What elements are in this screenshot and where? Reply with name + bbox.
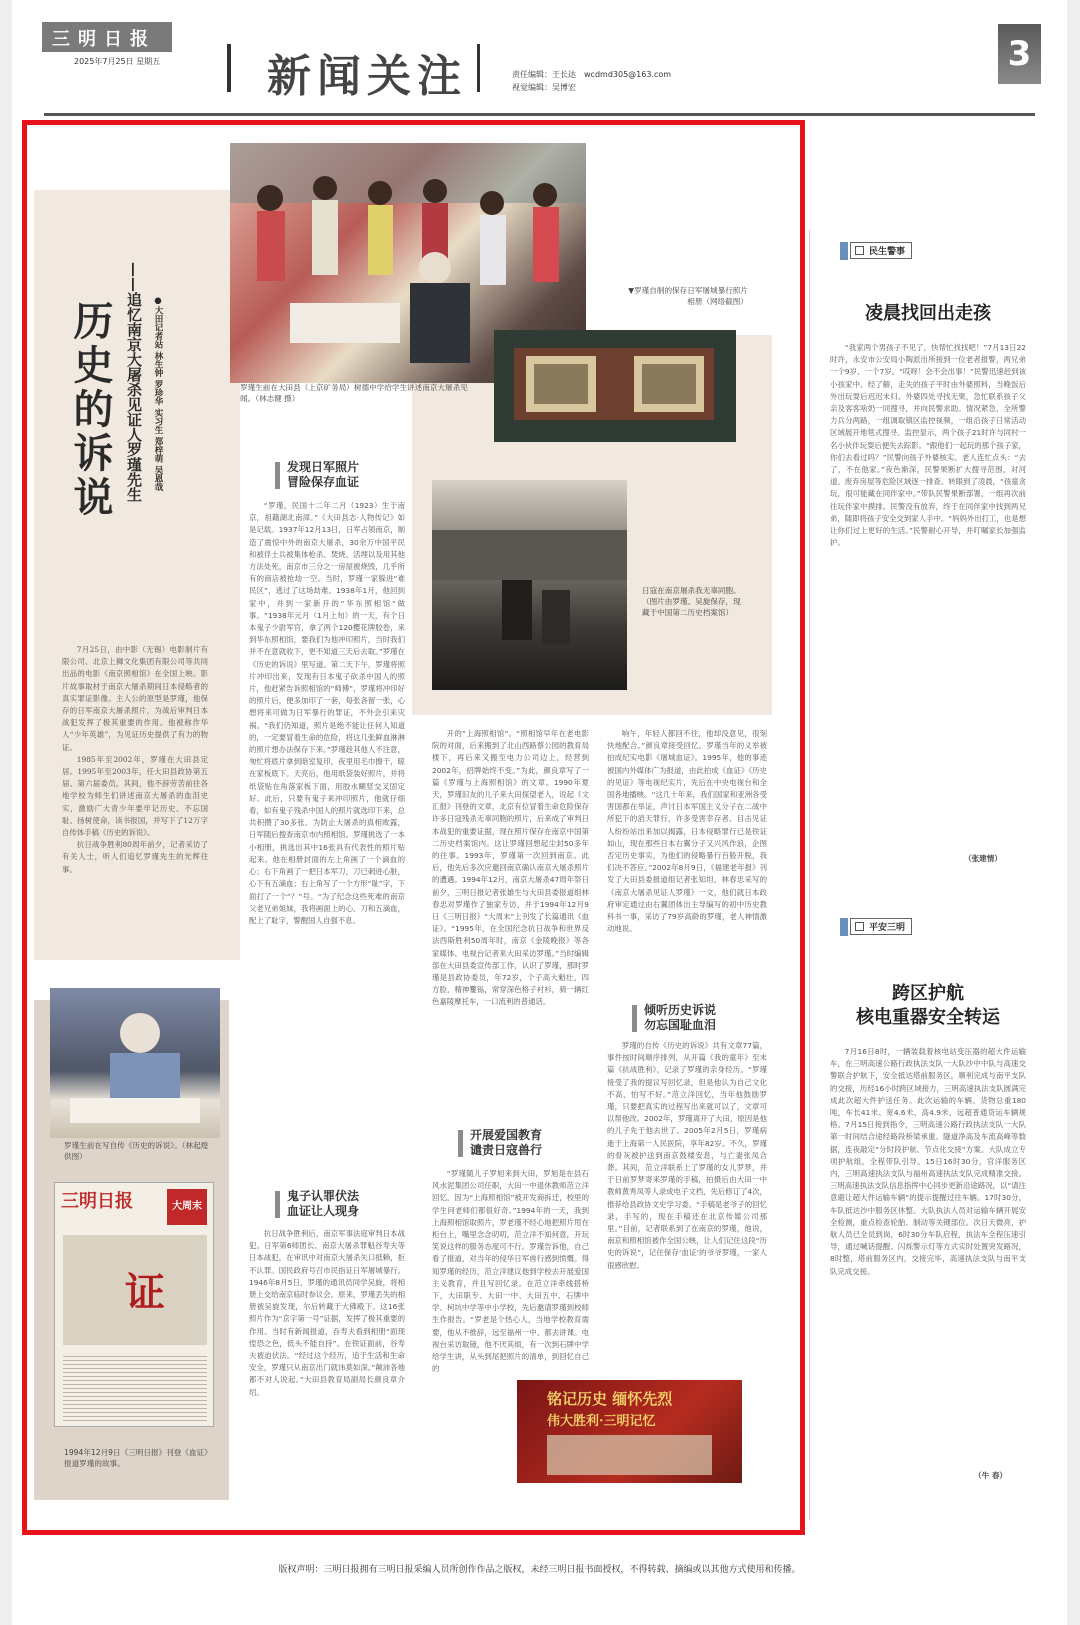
issue-date: 2025年7月25日 星期五 — [74, 57, 161, 66]
chief-editor: 责任编辑：王长达 — [512, 70, 576, 79]
old-paper-name: 三明日报 — [61, 1191, 133, 1212]
header-rule — [44, 113, 1035, 116]
old-paper-section: 大周末 — [167, 1189, 207, 1225]
photo4-caption: 罗瑾生前在写自传《历史的诉说》。（林起煌 供图） — [64, 1141, 209, 1161]
col1-text: “罗瑾，民国十二年二月（1923）生于南京，祖籍湖北南漳。”《大田县志·人物传记》如是记载。1937年12月13日，日军占领南京，制造了震惊中外的南京大屠杀，30余万中国平民和被俘士兵被集体枪杀、焚烧、活埋以及用其他方法处死，南京市三分之一房屋被烧毁，几乎所有的商店被抢劫一空。当时，罗瑾一家躲进“难民区”，逃过了这场劫难。1938年1月，他回到家中，并到一家新开的“华东照相馆”做事。“1938年元月（1月上旬）的一天，有个日本鬼子少尉军官，拿了两个120樱花牌胶卷，来到华东照相馆，要我们为他冲印照片，当时我们并不在意就收下，更不知道三天后去取。”罗瑾在《历史的诉说》里写道。第二天下午，罗瑾将照片冲印出来，发现有日本鬼子砍杀中国人的照片，他赶紧告诉照相馆的“师傅”，罗瑾将冲印好的照片后，便多加印了一套，每张各留一张，心想将来可做为日军暴行的罪证，不外会引来灾祸。“我们仍知道，照片是绝不能让任何人知道的，一定要冒着生命的危险，将这几张鲜血淋淋的照片想办法保存下来。”罗瑾趁其他人不注意，匆忙将底片拿到暗室复印，夜里用毛巾擦干，晾在家板底下。天亮后，他用纸袋装好照片，并将纸袋贴在角落家板下面，用胶水糊竖交叉固定好。此后，只要有鬼子来冲印照片，他就仔细看，如有鬼子残杀中国人的照片就选印下来，总共积攒了30多张。为防止大屠杀的真相败露，日军随后搜查南京市内照相馆。罗瑾挑选了一本小相册，挑选出其中16张具有代表性的照片贴起来。他在相册封面的左上角画了一个滴血的心；右下角画了一把日本军刀，刀已刺进心脏，心下有五滴血；右上角写了一个方形“耻”字，下面打了一个“？”号。“为了纪念这些死难的南京父老兄弟姐妹，我将画面上的心、刀和五滴血，配上了耻字，警醒国人自强不息。 — [249, 501, 405, 925]
intro-p3: 抗日战争胜利80周年前夕，记者采访了有关人士，听人们追忆罗瑾先生的光辉往事。 — [62, 840, 208, 874]
photo2-caption: ▼罗瑾自制的保存日军屠城暴行照片相册（网络截图） — [628, 286, 748, 306]
banner-line1: 铭记历史 缅怀先烈 — [547, 1390, 673, 1408]
photo3-caption: 日寇在南京屠杀我无辜同胞。（图片由罗瑾、吴旋保存，现藏于中国第二历史档案馆） — [642, 586, 741, 617]
divider — [477, 44, 480, 92]
sidebar-head1-mark — [840, 242, 848, 260]
highlight-frame — [22, 120, 805, 1535]
subhead-4-line1: 倾听历史诉说 — [644, 1003, 717, 1017]
banner-line2: 伟大胜利·三明记忆 — [547, 1414, 656, 1429]
col2b-text: “罗瑾随儿子罗旭来到大田，罗旭是在县石风水泥集团公司任职，大田一中退休教师范立洋回忆，因为“上海照相馆”被开发商拆迁，校里的学生问老师们都很好奇。”1994年的一天，我到上海照相馆取照片，罗老瑾不经心地把照片甩在柜台上，嘴里念念叨叨。范立洋不知何意，开玩笑说这样的服务态度可不行。罗瑾告诉他，自己看了报道，对当年的侵华日军兽行感到愤慨。得知罗瑾的经历，范立洋建议他到学校去开展爱国主义教育，并且写回忆录。在范立洋牵线搭桥下，大田职专、大田一中、大田五中、石牌中学、柯坑中学等中小学校，先后邀请罗瑾到校师生作报告。“罗老是个热心人，当地学校教育需要，他从不推辞，远至福州一中、都去讲课。电视台采访取镜，他不厌其烦，有一次到石牌中学给学生讲，从头到尾把照片的清单，到回忆自己的 — [432, 1169, 589, 1374]
visual-editor: 视觉编辑：吴博宏 — [512, 83, 576, 92]
col1b-text: 抗日战争胜利后，南京军事法庭审判日本战犯。日军第6师团长、南京大屠杀罪魁谷寿夫等日本战犯，在审讯中对南京大屠杀矢口抵赖，拒不认罪。国民政府号召市民指证日军屠城暴行。1946年8月5日，罗瑾的通讯员同学吴旋，将相册上交给南京临时参议会。原来，罗瑾丢失的相册被吴旋发现，尔后转藏于大佛殿下。这16张照片作为“京字第一号”证据，发挥了极其重要的作用。当时有新闻报道，吞寿夫看到相册“面现惶恐之色，低头不能自持”。在铁证面前，谷寿夫被迫伏法。“经过这个经历，追于生活和生命安全，罗瑾只从南京出门就讳莫如深。”颠沛各地都不对人说起。”大田县教育局副局长颜良章介绍。 — [249, 1229, 405, 1397]
sidebar-author-2: （牛 春） — [974, 1471, 1008, 1480]
sidebar-title-1: 凌晨找回出走孩 — [865, 303, 991, 324]
divider — [227, 44, 231, 92]
masthead-logo: 三明日报 — [42, 22, 172, 52]
subhead-1-line1: 发现日军照片 — [287, 460, 360, 474]
col2-text: 开的“上海照相馆”。“照相馆早年在老电影院的对面，后来搬到了北山西路蔡公园的教育局楼下，再后来又搬至电力公司边上，经营到2002年，招牌始终不变。”为此，颜良章写了一篇《罗瑾与上海照相馆》的文章。1990年夏天，罗瑾旧友的儿子来大田探望老人，说起《文汇报》刊登的文章，北京有位冒着生命危险保存许多日寇残杀无辜同胞的照片，后来成了审判日本战犯的重要证据，现在照片保存在南京中国第二历史档案馆内。这让罗瑾回想起尘封50多年的往事。1993年，罗瑾第一次回到南京。此后，他先后多次应邀回南京确认南京大屠杀照片的遭遇。1994年12月，南京大屠杀47周年祭日前夕，三明日报记者张雄生与大田县委报道组林春忠对罗瑾作了独家专访，并于1994年12月9日《三明日报》“大周末”上刊发了长篇通讯《血证》。“1995年，在全国纪念抗日战争和世界反法西斯胜利50周年时，南京《金陵晚报》等各家媒体、电视台记者来大田采访罗瑾。”当时编辑部在大田县委宣传部工作，认识了罗瑾，那时罗瑾是县政协委员，年72岁，个子高大魁壮，四方脸，精神矍铄，常穿深色格子衬衫，骑一辆红色嘉陵摩托车，一口流利的普通话。 — [432, 729, 589, 1007]
col3-text: 响午，年轻人都回不住，他却没意见，很刻快地配合。”颜良章接受回忆。罗瑾当年的义举被拍成纪实电影《屠城血证》。1995年，他的事迹被国内外媒体广为报道，由此拍成《血证》《历史的见证》等电视纪实片，先后在中央电视台和全国各地播映。“这几十年来，我们国家和亚洲各受害国都在举证，声讨日本军国主义分子在二战中所犯下的滔天罪行，许多受害幸存者、目击见证人纷纷站出来加以揭露，日本侵略罪行已是铁证如山，现在那些日本右翼分子又兴风作浪，企图否定历史事实，为他们的侵略暴行百般开脱，我们决不答应。”2002年8月9日，《福建老年报》刊发了大田县委报道组记者张知坦、林春忠采写的《南京大屠杀见证人罗瑾》一文，他们就日本政府审定通过由右翼团体出主导编写的初中历史教科书一事，采访了79岁高龄的罗瑾，老人神情激动地说。 — [607, 729, 767, 934]
sidebar-title-2: 跨区护航 核电重器安全转运 — [856, 983, 1000, 1028]
byline: ●大田记者站 林生钟 罗珍华 实习生 郑梓萌 吴恩哉 — [153, 296, 163, 491]
section-title: 新闻关注 — [267, 51, 467, 102]
subhead-4-line2: 勿忘国耻血泪 — [644, 1018, 717, 1032]
sidebar-story-2 — [830, 1046, 1026, 1466]
intro-p1: 7月25日，由中影（无锡）电影制片有限公司、北京上狮文化集团有限公司等共同出品的电影《南京照相馆》在全国上映。影片故事取材于南京大屠杀期间日本侵略者的真实罪证影像。主人公的原型是罗瑾，他保存的日军南京大屠杀照片，为战后审判日本战犯发挥了极其重要的作用。他被称作华人“少年英雄”，为见证历史提供了有力的物证。 — [62, 645, 208, 752]
subhead-2-line1: 鬼子认罪伏法 — [287, 1189, 360, 1203]
sidebar-text-2: 7月16日8时，一辆装载着核电站变压器的超大件运输车，在三明高速公路行政执法支队一大队沙中中队与高速交警联合护航下，安全抵达塔前服务区，顺利完成与南平支队的交接，历经16小时跨区域接力，三明高速执法支队圆满完成此次超大件护送任务。此次运输的车辆、货物总重180吨，车长41米、宽4.6米、高4.9米，远超普通货运车辆规格。7月15日接到指令，三明高速公路行政执法支队一大队第一时间结合途经路段桥梁承重、隧道净高及车流高峰等数据，连夜敲定“分时段护航、节点化交接”方案。大队成立专项护航组，全程带队引导。15日16时30分，官洋服务区内，三明高速执法支队与福州高速执法支队完成精准交接。三明高速执法支队信息指挥中心同步更新沿途路况，以“请注意避让超大件运输车辆”的提示提醒过往车辆。17时30分，车队抵达沙中服务区休整。大队执法人员对运输车辆开展安全检测，重点检查轮胎、制动等关键部位。次日天微亮，护航人员已全员到岗，6时30分车队启程，执法车全程压速引导，通过喊话提醒、闪烁警示灯等方式实时处置突发路况，8时整，塔前服务区内，交接完毕，高速执法支队与南平支队完成交接。 — [830, 1047, 1026, 1276]
old-paper-headline: 证 — [125, 1269, 165, 1316]
feature-subtitle: ——追忆南京大屠杀见证人罗瑾先生 — [125, 262, 143, 502]
feature-title: 历史的诉说 — [67, 300, 114, 520]
copyright-footer: 版权声明：三明日报拥有三明日报采编人员所创作作品之版权，未经三明日报书面授权，不得转载、摘编或以其他方式使用和传播。 — [278, 1565, 801, 1575]
sidebar-head-1: 民生警事 — [850, 242, 912, 259]
editor-info — [512, 68, 679, 94]
subhead-1-line2: 冒险保存血证 — [287, 475, 360, 489]
sidebar-divider — [809, 230, 810, 1520]
newspaper-page — [12, 0, 1067, 1625]
sidebar-head2-mark — [840, 918, 848, 936]
sidebar-author-1: （张建情） — [964, 854, 1002, 863]
sidebar-text-1: “我家两个男孩子不见了，快帮忙找找吧！”7月13日22时许，永安市公安局小陶派出所接到一位老者报警，两兄弟一个9岁、一个7岁。“哎呀！会不会出事！”民警迅速赶到该小孩家中。经了解，走失的孩子平时由外婆照料，当晚饭后外出玩耍后迟迟未归。外婆四处寻找无果，急忙联系孩子父亲及客客啥奶一同搜寻，并向民警求助。情况紧急，全所警力兵分两路，一组调取镇区监控视频，一组沿孩子日常活动区域展开地毯式搜寻。监控显示，两个孩子21时许与同村一名小伙伴玩耍后便失去踪影。“跟他们一起玩的那个孩子家，你们去看过吗？”民警向孩子外婆核实。老人连忙点头：“去了，不在他家。”夜色渐深，民警果断扩大搜寻范围，对河道、废弃房屋等危险区域逐一排查。转眼到了凌晨，“孩童贪玩，很可能藏在同伴家中。”带队民警果断部署，一组再次前往玩伴家中摸排。民警没有放弃，终于在同伴家中找到两兄弟，随即将孩子安全交到家人手中。“妈妈外出打工，也是想让你们过上更好的生活。”民警耐心开导，并叮嘱家长加强监护。 — [830, 343, 1026, 548]
subhead-3-line1: 开展爱国教育 — [470, 1128, 543, 1142]
subhead-3-line2: 谴责日寇兽行 — [470, 1143, 543, 1157]
page-number: 3 — [998, 24, 1041, 84]
sidebar-head-2: 平安三明 — [850, 918, 912, 935]
col3b-text: 罗瑾的自传《历史的诉说》共有文章77篇，事件按时间顺序排列，从开篇《我的童年》至末篇《抗战胜利》，记录了罗瑾的亲身经历。“罗瑾接受了我的提议写回忆录，但是他认为自己文化不高，怕写不好。”范立洋回忆，当年他鼓励罗瑾，只要把真实的过程写出来就可以了，文章可以帮他改。2002年，罗瑾离开了大田，原因是他的儿子先于他去世了。2005年2月5日，罗瑾病逝于上海第一人民医院，享年82岁。不久，罗瑾的骨灰被护送到南京鼓楼安息，与亡妻张凤合葬。其间，范立洋联系上了罗瑾的女儿罗梦，并于日前罗梦寄来罗瑾的手稿，拍摄后由大田一中教师黄秀凤等人录成电子文档，先后修订了4次，推荐给县政协文史学习委。“手稿是老爷子的回忆录，手写的，现在手稿还在北京传媒公司那里。”目前，记者联系到了在南京的罗瑾，他说，南京和照相馆被作全国公映，让人们记住这段“历史的诉说”，记住保存‘血证’的爷爷罗瑾，一家人很感欣慰。 — [607, 1041, 767, 1270]
sidebar-story-1 — [830, 342, 1026, 854]
photo5-caption: 1994年12月9日《三明日报》刊登《血证》报道罗瑾的故事。 — [64, 1448, 212, 1468]
intro-p2: 1985年至2002年，罗瑾在大田县定居。1995年至2003年，任大田县政协第五届、第六届委员。其间，他不辞劳苦前往各地学校为师生们讲述南京大屠杀的血泪史实，激励广大青少年要牢记历史、不忘国耻、扬树使命，读书报国，并写下了12万字自传体手稿《历史的诉说》。 — [62, 754, 208, 838]
photo1-caption: 罗瑾生前在大田县（上京矿务局）树德中学给学生讲述南京大屠杀见闻。（林志健 摄） — [240, 383, 468, 403]
editor-email: wcdmd305@163.com — [584, 70, 672, 79]
subhead-2-line2: 血证让人现身 — [287, 1204, 360, 1218]
